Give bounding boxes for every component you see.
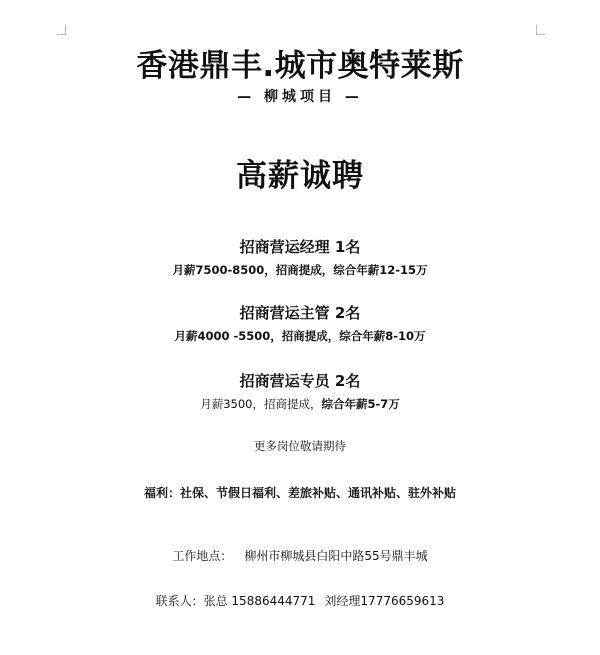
work-location: [0, 547, 600, 564]
job-description: 月薪7500-8500，招商提成，综合年薪12-15万: [172, 263, 428, 277]
job-title: 招商营运专员 2名: [239, 372, 361, 390]
job-description-plain: 月薪3500，招商提成，: [200, 397, 322, 411]
job-description: 月薪4000 -5500，招商提成，综合年薪8-10万: [174, 329, 426, 343]
document-title: 香港鼎丰.城市奥特莱斯: [136, 48, 464, 84]
job-title: 招商营运主管 2名: [239, 304, 361, 322]
crop-mark-top-right: [536, 25, 537, 35]
more-positions-note: 更多岗位敬请期待: [254, 439, 346, 453]
contact-label: 联系人：: [155, 594, 204, 608]
job-description: [0, 396, 600, 412]
contact-line: [0, 592, 600, 609]
crop-mark-top-right: [536, 34, 545, 35]
job-description-emphasis: 综合年薪5-7万: [321, 397, 400, 411]
location-label: 工作地点：: [172, 549, 233, 563]
contact-person-1: 张总 15886444771: [203, 594, 316, 608]
location-address: 柳州市柳城县白阳中路55号鼎丰城: [244, 549, 428, 563]
crop-mark-top-left: [65, 25, 66, 35]
job-title: 招商营运经理 1名: [239, 238, 361, 256]
contact-person-2: 刘经理17776659613: [324, 594, 445, 608]
recruitment-heading: 高薪诚聘: [236, 158, 364, 194]
document-subtitle: — 柳城项目 —: [237, 89, 363, 105]
benefits-line: 福利：社保、节假日福利、差旅补贴、通讯补贴、驻外补贴: [143, 486, 456, 500]
